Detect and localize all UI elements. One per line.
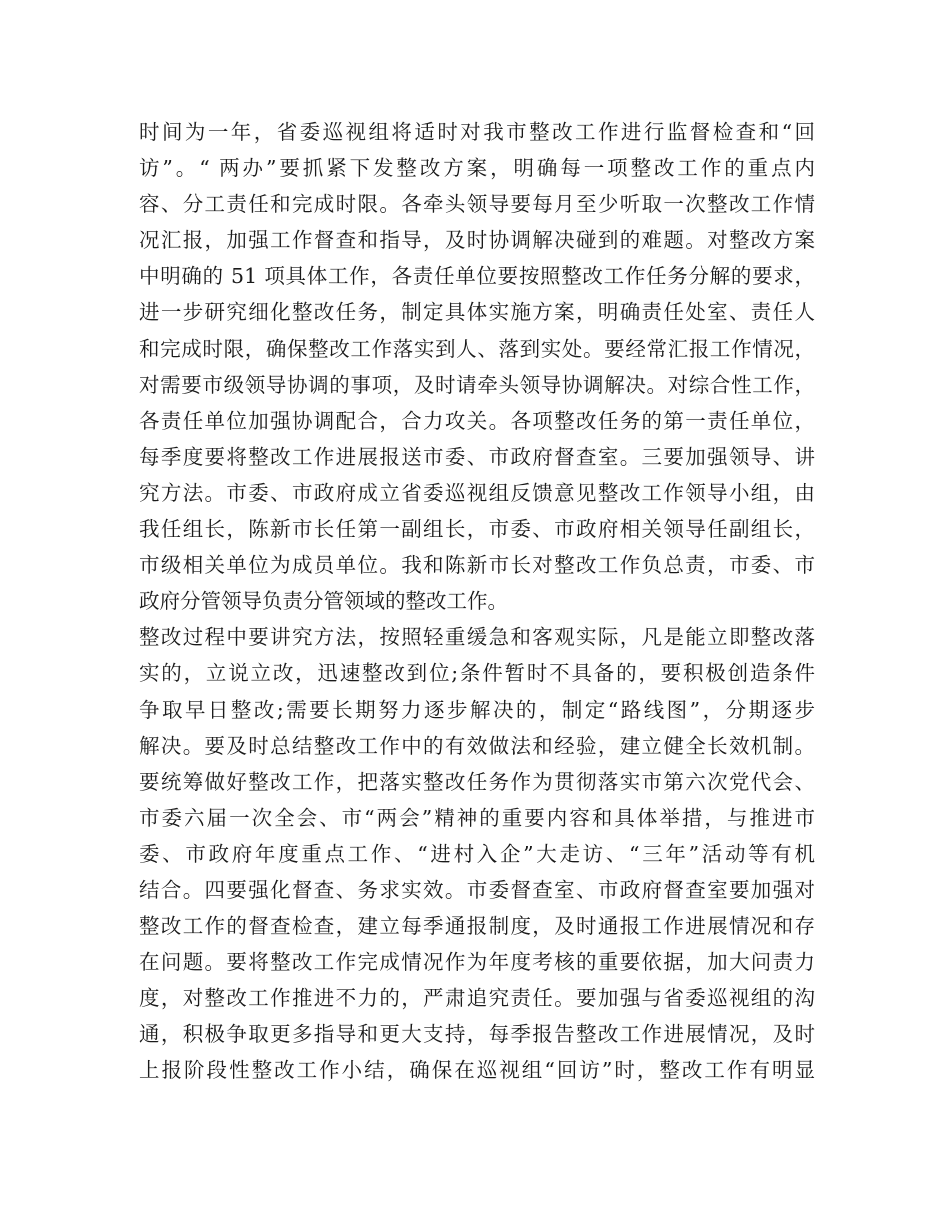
text-line: 解决。要及时总结整改工作中的有效做法和经验，建立健全长效机制。 (139, 733, 815, 758)
text-line: 我任组长，陈新市长任第一副组长，市委、市政府相关领导任副组长， (139, 517, 815, 542)
text-line: 对需要市级领导协调的事项，及时请牵头领导协调解决。对综合性工作， (139, 372, 815, 397)
text-line: 结合。四要强化督查、务求实效。市委督查室、市政府督查室要加强对 (139, 877, 815, 902)
text-line: 市委六届一次全会、市“两会”精神的重要内容和具体举措，与推进市 (139, 805, 815, 830)
text-line: 各责任单位加强协调配合，合力攻关。各项整改任务的第一责任单位， (139, 408, 815, 433)
text-line: 委、市政府年度重点工作、“进村入企”大走访、“三年”活动等有机 (139, 841, 815, 866)
text-line: 时间为一年，省委巡视组将适时对我市整改工作进行监督检查和“回 (139, 120, 815, 144)
text-line: 整改工作的督查检查，建立每季通报制度，及时通报工作进展情况和存 (139, 914, 815, 939)
text-line: 容、分工责任和完成时限。各牵头领导要每月至少听取一次整改工作情 (139, 192, 815, 217)
text-line: 实的，立说立改，迅速整改到位;条件暂时不具备的，要积极创造条件 (139, 661, 815, 686)
text-line: 每季度要将整改工作进展报送市委、市政府督查室。三要加强领导、讲 (139, 444, 815, 469)
text-line: 通，积极争取更多指导和更大支持，每季报告整改工作进展情况，及时 (139, 1022, 815, 1047)
text-line: 上报阶段性整改工作小结，确保在巡视组“回访”时，整改工作有明显 (139, 1058, 815, 1083)
text-line: 要统筹做好整改工作，把落实整改任务作为贯彻落实市第六次党代会、 (139, 769, 815, 794)
text-line: 究方法。市委、市政府成立省委巡视组反馈意见整改工作领导小组，由 (139, 480, 815, 505)
text-line: 中明确的 51 项具体工作，各责任单位要按照整改工作任务分解的要求， (139, 264, 815, 289)
text-line: 争取早日整改;需要长期努力逐步解决的，制定“路线图”，分期逐步 (139, 697, 815, 722)
text-line: 况汇报，加强工作督查和指导，及时协调解决碰到的难题。对整改方案 (139, 228, 815, 253)
body-text (139, 114, 815, 1089)
text-line: 整改过程中要讲究方法，按照轻重缓急和客观实际，凡是能立即整改落 (139, 625, 815, 650)
text-line: 访”。“ 两办”要抓紧下发整改方案，明确每一项整改工作的重点内 (139, 156, 815, 181)
text-line: 市级相关单位为成员单位。我和陈新市长对整改工作负总责，市委、市 (139, 553, 815, 578)
text-line: 和完成时限，确保整改工作落实到人、落到实处。要经常汇报工作情况， (139, 336, 815, 361)
text-line: 度，对整改工作推进不力的，严肃追究责任。要加强与省委巡视组的沟 (139, 986, 815, 1011)
text-line: 进一步研究细化整改任务，制定具体实施方案，明确责任处室、责任人 (139, 300, 815, 325)
text-line: 在问题。要将整改工作完成情况作为年度考核的重要依据，加大问责力 (139, 950, 815, 975)
text-line: 政府分管领导负责分管领域的整改工作。 (139, 589, 508, 614)
